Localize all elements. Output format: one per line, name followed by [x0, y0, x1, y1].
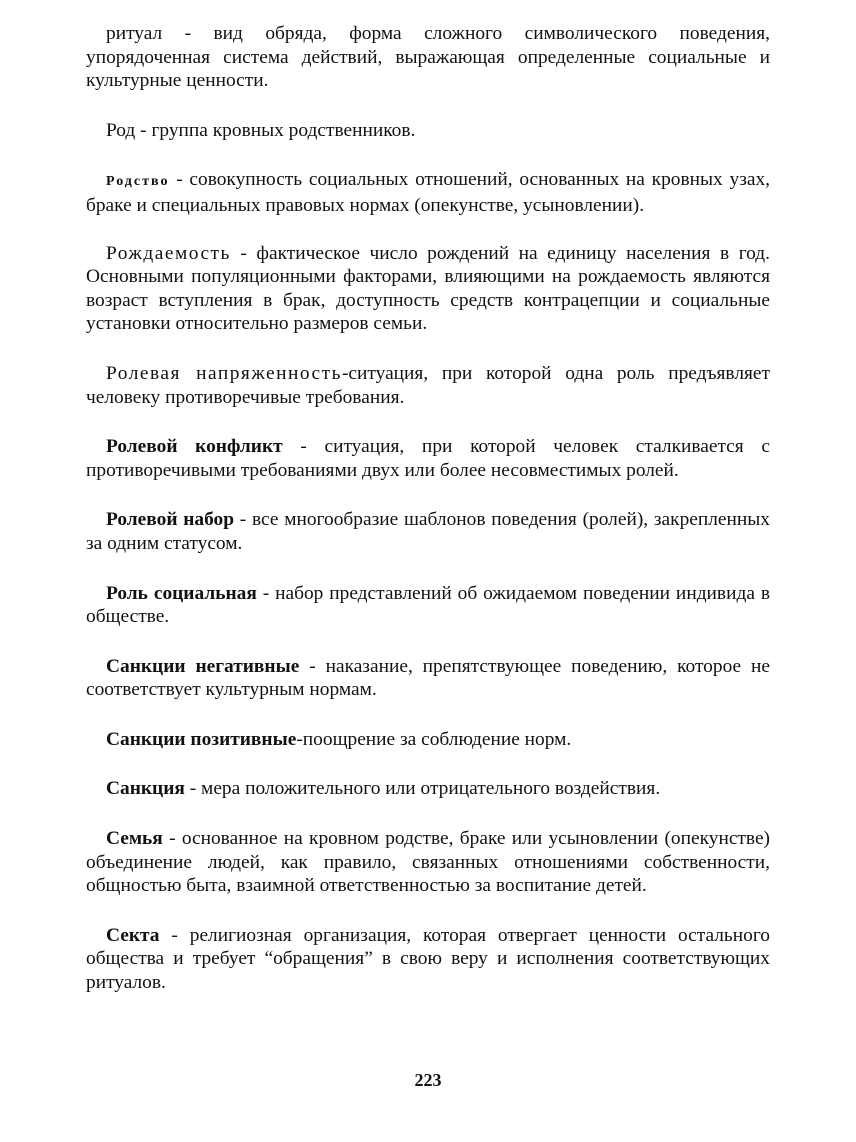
page-number: 223 — [414, 1070, 442, 1090]
entry-term: Ролевой набор — [106, 509, 235, 531]
entry-sekta: Секта - религиозная организация, которая отвергает ценности остального общества и требует “обращения” в свою веру и исполнения соответствующих ритуалов. — [86, 924, 771, 994]
entry-rolevoy-nabor: Ролевой набор - все многообразие шаблонов поведения (ролей), закрепленных за одним статусом. — [86, 509, 771, 554]
entry-rod: Род - группа кровных родственников. — [106, 119, 416, 141]
entry-definition: поощрение за соблюдение норм. — [302, 728, 572, 750]
entry-term: ритуал — [106, 23, 163, 44]
entry-definition: фактическое число рождений на единицу населения в год. Основными популяционными факторами, влияющими на рождаемость являются возраст вступления в брак, доступность средств контрацепции и социальные установки относительно размеров семьи. — [86, 242, 771, 335]
entry-definition: совокупность социальных отношений, основанных на кровных узах, браке и специальных правовых нормах (опекунстве, усыновлении). — [86, 169, 770, 216]
entry-term: Рождаемость — [106, 242, 231, 264]
entry-definition: все многообразие шаблонов поведения (ролей), закрепленных за одним статусом. — [86, 509, 771, 554]
entry-term: Санкция — [106, 778, 185, 800]
entry-sankcii-negativnye: Санкции негативные - наказание, препятствующее поведению, которое не соответствует культурным нормам. — [86, 655, 770, 701]
entry-term: Семья — [106, 828, 163, 850]
entry-definition: религиозная организация, которая отвергает ценности остального общества и требует “обращения” в свою веру и исполнения соответствующих ритуалов. — [86, 924, 771, 994]
entry-term: Роль социальная — [106, 582, 257, 604]
entry-definition: группа кровных родственников. — [151, 119, 416, 141]
glossary-page — [86, 22, 770, 995]
entry-term: Ролевой конфликт — [106, 436, 283, 458]
entry-definition: ситуация, при которой человек сталкивается с противоречивыми требованиями двух или более несовместимых ролей. — [86, 436, 770, 481]
entry-semya: Семья - основанное на кровном родстве, браке или усыновлении (опекунстве) объединение людей, как правило, связанных отношениями собственности, общностью быта, взаимной ответственностью за воспитание детей. — [86, 828, 771, 897]
entry-ritual: ритуал - вид обряда, форма сложного символического поведения, упорядоченная система действий, выражающая определенные социальные и культурные ценности. — [86, 23, 771, 92]
entry-sankcii-pozitivnye: Санкции позитивные-поощрение за соблюдение норм. — [106, 728, 572, 750]
entry-definition: ситуация, при которой одна роль предъявляет человеку противоречивые требования. — [86, 362, 770, 408]
entry-definition: основанное на кровном родстве, браке или усыновлении (опекунстве) объединение людей, как правило, связанных отношениями собственности, общностью быта, взаимной ответственностью за воспитание детей. — [86, 828, 771, 897]
entry-rodstvo: Родство - совокупность социальных отношений, основанных на кровных узах, браке и специальных правовых нормах (опекунстве, усыновлении). — [86, 169, 770, 216]
entry-rolevaya-napryazhennost: Ролевая напряженность-ситуация, при которой одна роль предъявляет человеку противоречивые требования. — [86, 362, 770, 408]
entry-term: Санкции позитивные — [106, 728, 297, 750]
entry-term: Ролевая напряженность — [106, 362, 342, 384]
entry-rozhdaemost: Рождаемость - фактическое число рождений на единицу населения в год. Основными популяционными факторами, влияющими на рождаемость являются возраст вступления в брак, доступность средств контрацепции и социальные установки относительно размеров семьи. — [86, 242, 771, 335]
entry-sankciya: Санкция - мера положительного или отрицательного воздействия. — [106, 778, 661, 800]
entry-term: Секта — [106, 924, 160, 946]
entry-definition: мера положительного или отрицательного воздействия. — [201, 778, 661, 800]
entry-term: Род — [106, 119, 136, 141]
entry-term: Родство — [106, 174, 170, 190]
entry-definition: набор представлений об ожидаемом поведении индивида в обществе. — [86, 582, 770, 628]
entry-term: Санкции негативные — [106, 655, 300, 677]
entry-rolevoy-konflikt: Ролевой конфликт - ситуация, при которой человек сталкивается с противоречивыми требованиями двух или более несовместимых ролей. — [86, 436, 770, 481]
entry-definition: наказание, препятствующее поведению, которое не соответствует культурным нормам. — [86, 655, 770, 701]
entry-definition: вид обряда, форма сложного символического поведения, упорядоченная система действий, выражающая определенные социальные и культурные ценности. — [86, 23, 771, 92]
entry-rol-socialnaya: Роль социальная - набор представлений об ожидаемом поведении индивида в обществе. — [86, 582, 770, 628]
